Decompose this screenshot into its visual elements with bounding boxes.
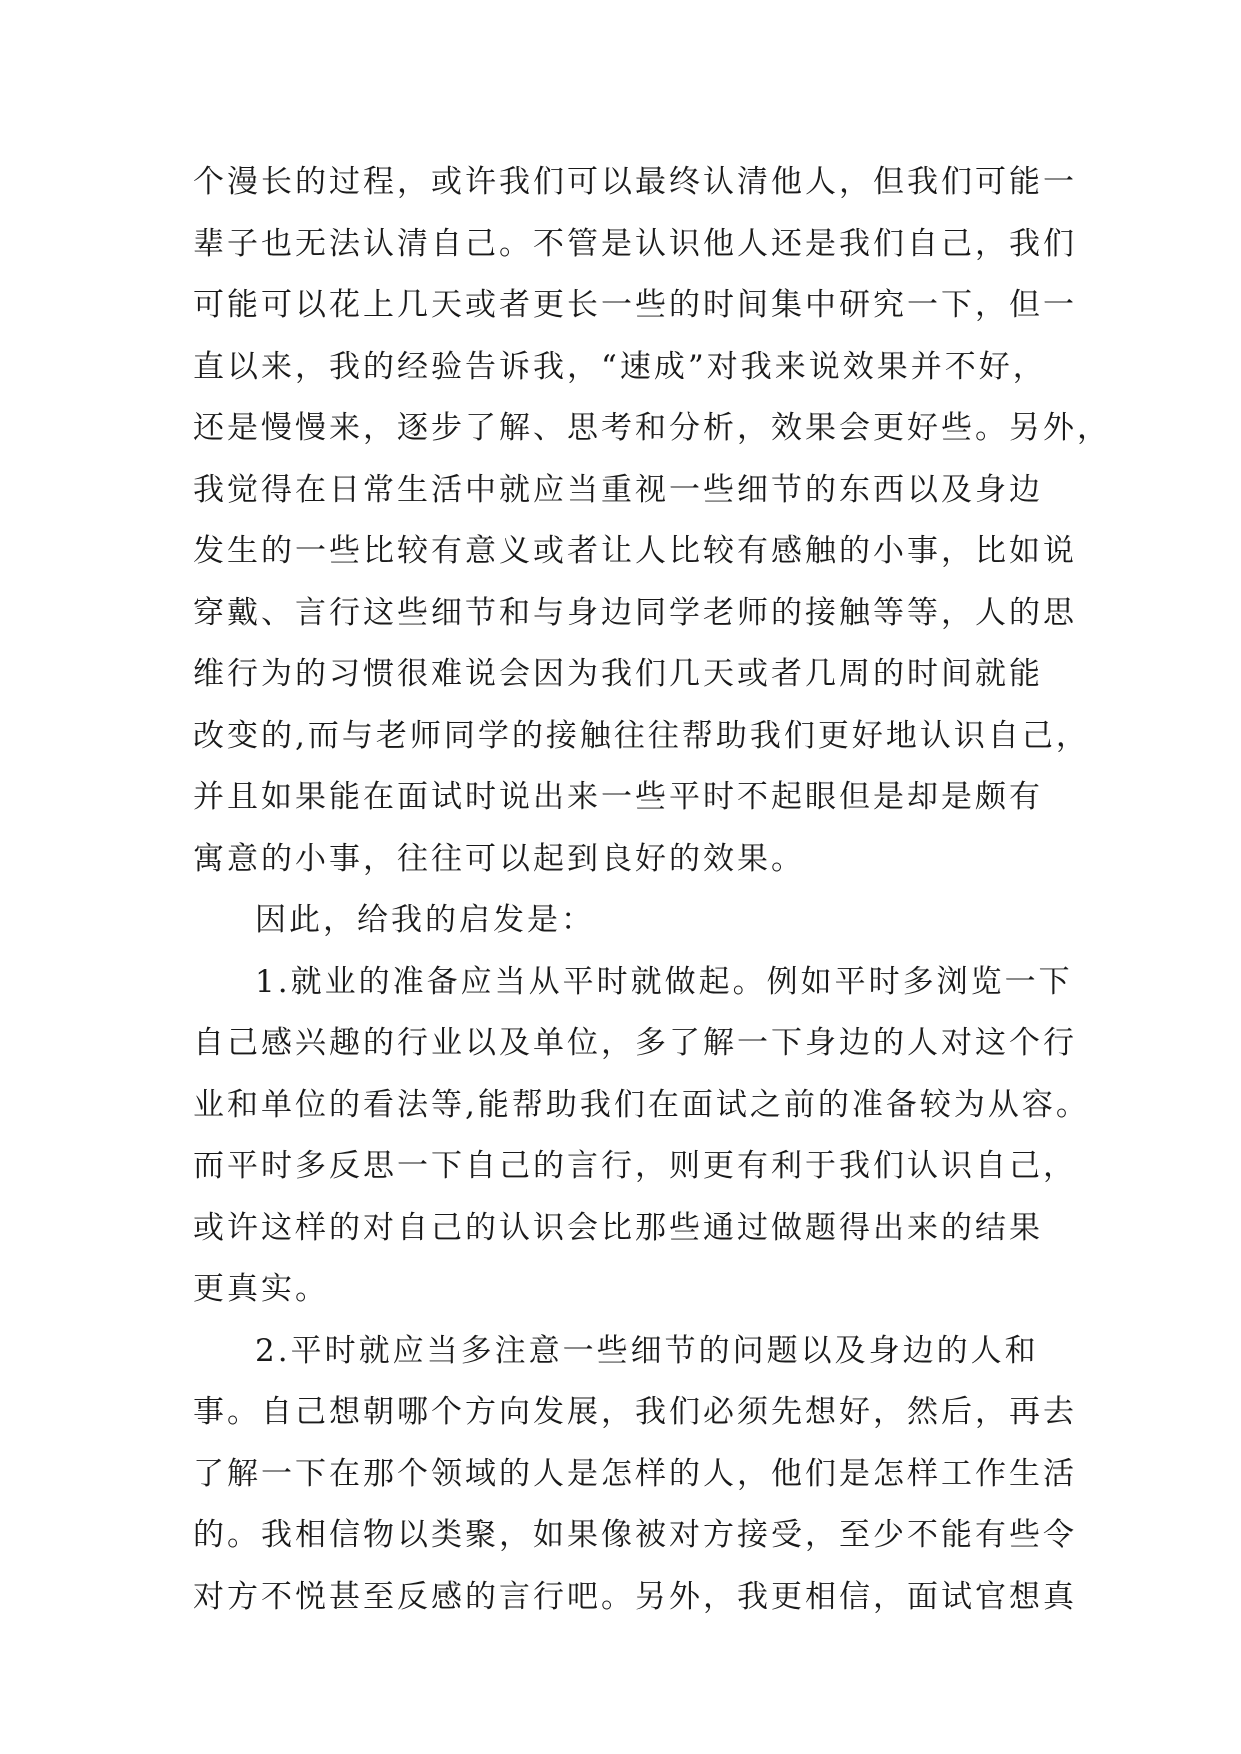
text-line: 自己感兴趣的行业以及单位，多了解一下身边的人对这个行 xyxy=(193,1025,1077,1061)
document-body xyxy=(193,152,1111,1628)
text-line: 我觉得在日常生活中就应当重视一些细节的东西以及身边 xyxy=(193,471,1043,508)
text-line: 维行为的习惯很难说会因为我们几天或者几周的时间就能 xyxy=(193,656,1043,692)
list-item-2-line: 2.平时就应当多注意一些细节的问题以及身边的人和 xyxy=(255,1332,1039,1369)
paragraph-intro-line: 因此，给我的启发是： xyxy=(255,902,595,938)
text-line: 个漫长的过程，或许我们可以最终认清他人，但我们可能一 xyxy=(193,164,1077,200)
text-line: 业和单位的看法等,能帮助我们在面试之前的准备较为从容。 xyxy=(193,1086,1090,1123)
text-line: 辈子也无法认清自己。不管是认识他人还是我们自己，我们 xyxy=(193,225,1077,262)
text-line: 发生的一些比较有意义或者让人比较有感触的小事，比如说 xyxy=(193,533,1077,569)
text-line: 了解一下在那个领域的人是怎样的人，他们是怎样工作生活 xyxy=(193,1455,1077,1492)
text-line: 改变的,而与老师同学的接触往往帮助我们更好地认识自己， xyxy=(193,717,1090,754)
text-line: 的。我相信物以类聚，如果像被对方接受，至少不能有些令 xyxy=(193,1517,1077,1553)
text-line: 直以来，我的经验告诉我，“速成”对我来说效果并不好， xyxy=(193,348,1047,385)
text-line: 并且如果能在面试时说出来一些平时不起眼但是却是颇有 xyxy=(193,779,1043,815)
text-line: 穿戴、言行这些细节和与身边同学老师的接触等等，人的思 xyxy=(193,594,1077,631)
text-line: 事。自己想朝哪个方向发展，我们必须先想好，然后，再去 xyxy=(193,1394,1077,1430)
text-line: 可能可以花上几天或者更长一些的时间集中研究一下，但一 xyxy=(193,287,1077,323)
text-line: 而平时多反思一下自己的言行，则更有利于我们认识自己， xyxy=(193,1148,1077,1184)
text-line: 更真实。 xyxy=(193,1271,329,1307)
text-line: 对方不悦甚至反感的言行吧。另外，我更相信，面试官想真 xyxy=(193,1578,1077,1615)
text-line: 寓意的小事，往往可以起到良好的效果。 xyxy=(193,840,805,877)
text-line: 或许这样的对自己的认识会比那些通过做题得出来的结果 xyxy=(193,1209,1043,1246)
text-line: 还是慢慢来，逐步了解、思考和分析，效果会更好些。另外， xyxy=(193,410,1111,446)
list-item-1-line: 1.就业的准备应当从平时就做起。例如平时多浏览一下 xyxy=(255,963,1073,1000)
